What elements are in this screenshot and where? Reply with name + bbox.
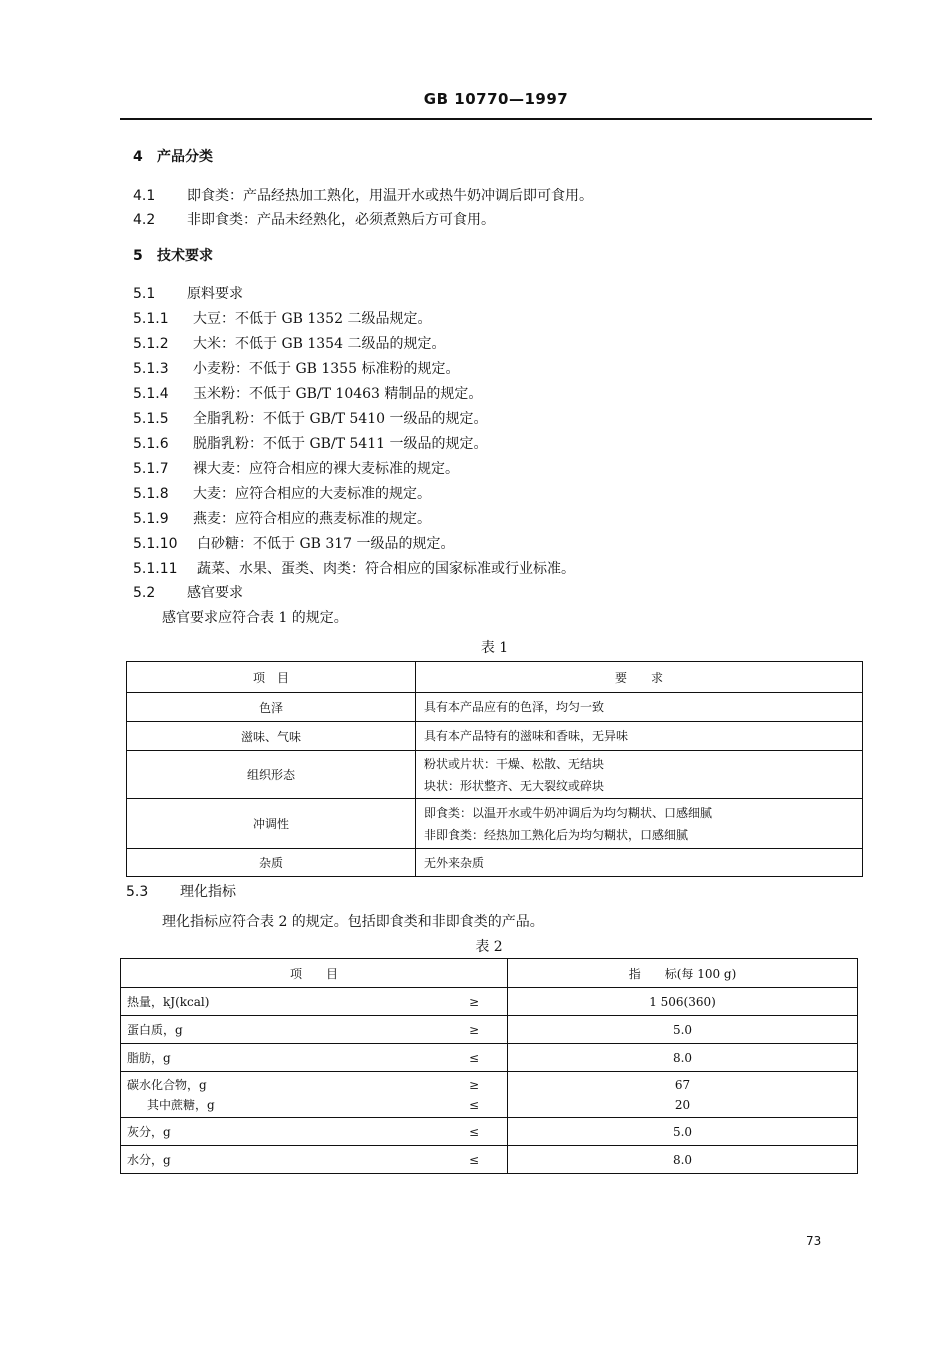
item-title: 原料要求 bbox=[187, 286, 243, 302]
table-row bbox=[121, 1072, 858, 1118]
item-number: 5.3 bbox=[126, 884, 149, 900]
table-cell-item: 杂质 bbox=[127, 849, 416, 877]
value-line: 20 bbox=[674, 1097, 691, 1112]
table-cell-relation bbox=[433, 1072, 508, 1118]
section-5-title: 技术要求 bbox=[157, 248, 213, 264]
item-text: 燕麦：应符合相应的燕麦标准的规定。 bbox=[193, 511, 431, 527]
item-text: 全脂乳粉：不低于 GB/T 5410 一级品的规定。 bbox=[193, 411, 488, 427]
table-row bbox=[121, 1118, 858, 1146]
table-row bbox=[121, 1044, 858, 1072]
item-line: 碳水化合物，g bbox=[127, 1077, 207, 1092]
raw-item bbox=[133, 409, 488, 429]
table-row bbox=[121, 1016, 858, 1044]
table-row bbox=[127, 722, 863, 751]
section-4-title: 产品分类 bbox=[157, 149, 213, 165]
req-line: 无外来杂质 bbox=[424, 855, 485, 870]
item-number: 5.1.6 bbox=[133, 436, 169, 452]
item-text: 小麦粉：不低于 GB 1355 标准粉的规定。 bbox=[193, 361, 460, 377]
item-number: 5.1.11 bbox=[133, 561, 178, 577]
raw-item bbox=[133, 434, 488, 454]
req-line: 非即食类：经热加工熟化后为均匀糊状，口感细腻 bbox=[424, 827, 689, 842]
section-4-2 bbox=[133, 210, 495, 230]
page-header: GB 10770—1997 bbox=[423, 90, 569, 108]
raw-item bbox=[133, 334, 445, 354]
section-5-heading bbox=[133, 246, 213, 266]
table-cell-req bbox=[416, 849, 863, 877]
table-cell-value: 8.0 bbox=[508, 1044, 858, 1072]
table-header-cell: 要 求 bbox=[416, 662, 863, 693]
section-5-number: 5 bbox=[133, 248, 143, 264]
item-number: 5.1.2 bbox=[133, 336, 169, 352]
table-1-caption: 表 1 bbox=[480, 640, 509, 656]
table-2-caption: 表 2 bbox=[475, 939, 503, 955]
table-row bbox=[127, 751, 863, 799]
raw-item bbox=[133, 359, 459, 379]
item-text: 玉米粉：不低于 GB/T 10463 精制品的规定。 bbox=[193, 386, 483, 402]
section-5-2-text: 感官要求应符合表 1 的规定。 bbox=[162, 610, 348, 626]
table-header-cell: 项 目 bbox=[121, 959, 508, 988]
table-header-cell: 指 标(每 100 g) bbox=[508, 959, 858, 988]
table-cell-item: 色泽 bbox=[127, 693, 416, 722]
table-cell-value: 8.0 bbox=[508, 1146, 858, 1174]
raw-item bbox=[133, 559, 575, 579]
page-number: 73 bbox=[806, 1234, 822, 1248]
table-row bbox=[121, 988, 858, 1016]
table-cell-item: 灰分，g bbox=[121, 1118, 434, 1146]
table-header-row bbox=[127, 662, 863, 693]
relation-line: ≤ bbox=[468, 1097, 479, 1112]
item-number: 5.1.9 bbox=[133, 511, 169, 527]
table-cell-item: 热量，kJ(kcal) bbox=[121, 988, 434, 1016]
table-cell-item: 冲调性 bbox=[127, 799, 416, 849]
req-line: 具有本产品应有的色泽，均匀一致 bbox=[424, 700, 605, 714]
section-4-number: 4 bbox=[133, 149, 143, 165]
item-text: 脱脂乳粉：不低于 GB/T 5411 一级品的规定。 bbox=[193, 436, 488, 452]
table-cell-relation: ≤ bbox=[433, 1146, 508, 1174]
header-rule bbox=[120, 118, 872, 120]
table-cell-req bbox=[416, 799, 863, 849]
value-line: 67 bbox=[674, 1077, 691, 1092]
table-header-row bbox=[121, 959, 858, 988]
section-5-1 bbox=[133, 284, 243, 304]
table-cell-relation: ≥ bbox=[433, 1016, 508, 1044]
section-5-3 bbox=[126, 882, 236, 902]
raw-item bbox=[133, 534, 455, 554]
raw-item bbox=[133, 459, 459, 479]
item-number: 5.1 bbox=[133, 286, 156, 302]
req-line: 块状：形状整齐、无大裂纹或碎块 bbox=[424, 778, 605, 793]
item-number: 5.1.10 bbox=[133, 536, 178, 552]
req-line: 即食类：以温开水或牛奶冲调后为均匀糊状、口感细腻 bbox=[424, 805, 713, 820]
table-cell-value: 5.0 bbox=[508, 1118, 858, 1146]
item-text: 大豆：不低于 GB 1352 二级品规定。 bbox=[193, 311, 432, 327]
item-number: 5.1.5 bbox=[133, 411, 169, 427]
item-number: 5.1.3 bbox=[133, 361, 169, 377]
item-number: 4.2 bbox=[133, 212, 156, 228]
raw-item bbox=[133, 309, 431, 329]
item-text: 裸大麦：应符合相应的裸大麦标准的规定。 bbox=[193, 461, 459, 477]
table-cell-req bbox=[416, 693, 863, 722]
table-cell-item: 滋味、气味 bbox=[127, 722, 416, 751]
table-2 bbox=[120, 958, 858, 1174]
table-cell-value bbox=[508, 1072, 858, 1118]
item-text: 大麦：应符合相应的大麦标准的规定。 bbox=[193, 486, 431, 502]
section-4-1 bbox=[133, 186, 593, 206]
table-1 bbox=[126, 661, 863, 877]
table-cell-relation: ≤ bbox=[433, 1044, 508, 1072]
table-row bbox=[127, 849, 863, 877]
table-cell-item: 蛋白质，g bbox=[121, 1016, 434, 1044]
item-title: 感官要求 bbox=[187, 585, 243, 601]
item-number: 5.1.8 bbox=[133, 486, 169, 502]
item-number: 5.1.1 bbox=[133, 311, 169, 327]
table-row bbox=[127, 693, 863, 722]
section-5-2 bbox=[133, 583, 243, 603]
relation-line: ≥ bbox=[468, 1077, 479, 1092]
item-text: 蔬菜、水果、蛋类、肉类：符合相应的国家标准或行业标准。 bbox=[197, 561, 575, 577]
table-row bbox=[127, 799, 863, 849]
table-cell-item: 脂肪，g bbox=[121, 1044, 434, 1072]
table-row bbox=[121, 1146, 858, 1174]
item-text: 非即食类：产品未经熟化，必须煮熟后方可食用。 bbox=[187, 212, 495, 228]
table-cell-item bbox=[121, 1072, 434, 1118]
item-line: 其中蔗糖，g bbox=[147, 1097, 215, 1112]
item-text: 大米：不低于 GB 1354 二级品的规定。 bbox=[193, 336, 446, 352]
table-cell-value: 5.0 bbox=[508, 1016, 858, 1044]
table-cell-value: 1 506(360) bbox=[508, 988, 858, 1016]
table-cell-req bbox=[416, 751, 863, 799]
table-cell-relation: ≤ bbox=[433, 1118, 508, 1146]
item-number: 4.1 bbox=[133, 188, 156, 204]
table-header-cell: 项 目 bbox=[127, 662, 416, 693]
req-line: 粉状或片状：干燥、松散、无结块 bbox=[424, 756, 605, 771]
table-cell-req bbox=[416, 722, 863, 751]
raw-item bbox=[133, 484, 431, 504]
item-number: 5.2 bbox=[133, 585, 156, 601]
table-cell-item: 组织形态 bbox=[127, 751, 416, 799]
raw-item bbox=[133, 384, 482, 404]
section-5-3-text: 理化指标应符合表 2 的规定。包括即食类和非即食类的产品。 bbox=[162, 914, 544, 930]
item-text: 白砂糖：不低于 GB 317 一级品的规定。 bbox=[197, 536, 455, 552]
table-cell-relation: ≥ bbox=[433, 988, 508, 1016]
req-line: 具有本产品特有的滋味和香味，无异味 bbox=[424, 729, 629, 743]
item-number: 5.1.7 bbox=[133, 461, 169, 477]
item-title: 理化指标 bbox=[180, 884, 236, 900]
item-text: 即食类：产品经热加工熟化，用温开水或热牛奶冲调后即可食用。 bbox=[187, 188, 593, 204]
item-number: 5.1.4 bbox=[133, 386, 169, 402]
raw-item bbox=[133, 509, 431, 529]
section-4-heading bbox=[133, 147, 213, 167]
table-cell-item: 水分，g bbox=[121, 1146, 434, 1174]
